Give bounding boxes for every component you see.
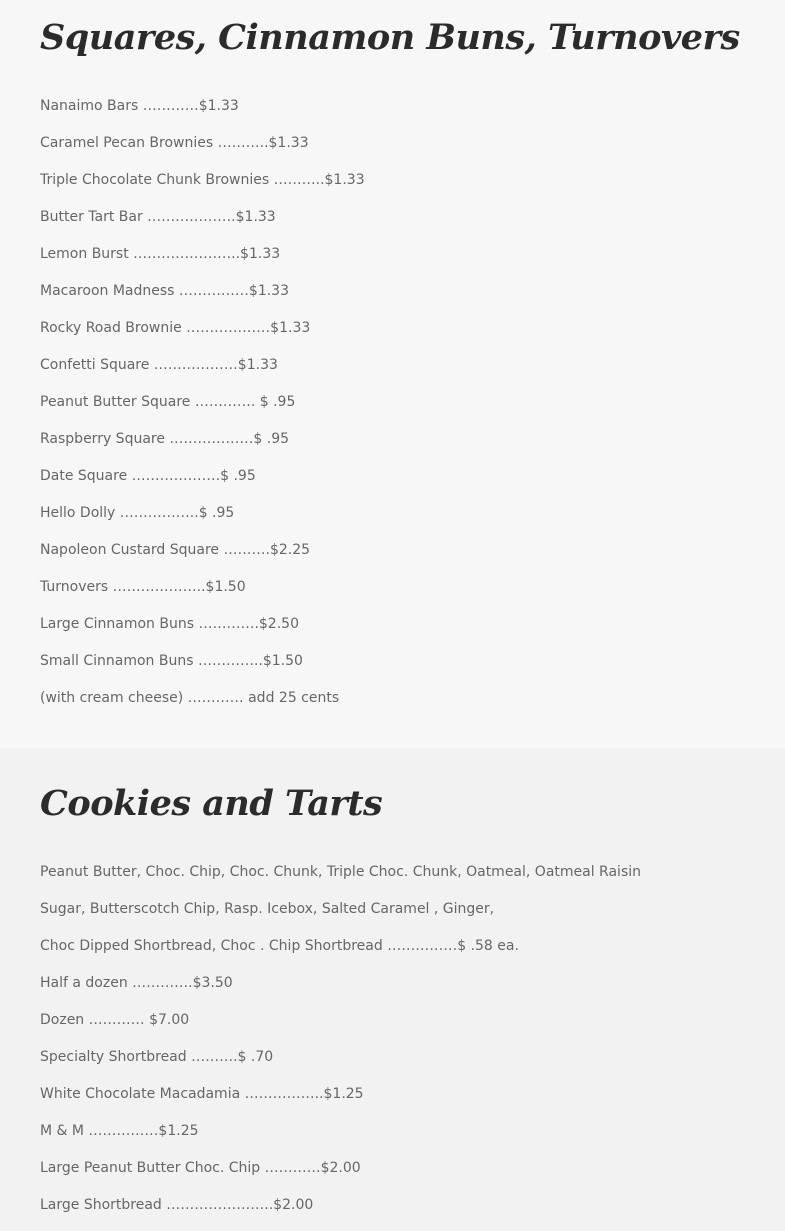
menu-item: M & M ……………$1.25	[40, 1123, 199, 1139]
menu-item: Small Cinnamon Buns …………..$1.50	[40, 653, 303, 669]
cookies-section	[0, 748, 785, 1222]
menu-item: Half a dozen ………….$3.50	[40, 975, 233, 991]
menu-item: Hello Dolly ……………..$ .95	[40, 505, 235, 521]
menu-item: Rocky Road Brownie ………………$1.33	[40, 320, 311, 336]
menu-item: Peanut Butter, Choc. Chip, Choc. Chunk, Triple Choc. Chunk, Oatmeal, Oatmeal Raisin	[40, 864, 642, 880]
menu-item: Large Cinnamon Buns ………….$2.50	[40, 616, 299, 632]
menu-item: Macaroon Madness ……………$1.33	[40, 283, 289, 299]
menu-item: Caramel Pecan Brownies ………..$1.33	[40, 135, 309, 151]
menu-item: Choc Dipped Shortbread, Choc . Chip Shortbread ……………$ .58 ea.	[40, 938, 519, 954]
menu-item: Butter Tart Bar ……………….$1.33	[40, 209, 276, 225]
menu-item: Date Square ……………….$ .95	[40, 468, 256, 484]
menu-item: Specialty Shortbread ……….$ .70	[40, 1049, 274, 1065]
menu-item: Dozen ………… $7.00	[40, 1012, 190, 1028]
section-heading: Cookies and Tarts	[40, 783, 383, 824]
menu-item: Confetti Square ………………$1.33	[40, 357, 278, 373]
menu-item: Raspberry Square ………………$ .95	[40, 431, 290, 447]
menu-item: Large Peanut Butter Choc. Chip …………$2.00	[40, 1160, 361, 1176]
menu-list	[40, 95, 365, 724]
menu-item: Turnovers ………………..$1.50	[40, 579, 246, 595]
section-heading: Squares, Cinnamon Buns, Turnovers	[40, 17, 740, 58]
menu-item: Peanut Butter Square …………. $ .95	[40, 394, 296, 410]
menu-item: Sugar, Butterscotch Chip, Rasp. Icebox, Salted Caramel , Ginger,	[40, 901, 495, 917]
menu-item: Large Shortbread …………………..$2.00	[40, 1197, 314, 1213]
menu-item: Napoleon Custard Square ……….$2.25	[40, 542, 311, 558]
menu-item: Triple Chocolate Chunk Brownies ………..$1.33	[40, 172, 365, 188]
menu-item: (with cream cheese) ………… add 25 cents	[40, 690, 340, 706]
menu-item: White Chocolate Macadamia ……………..$1.25	[40, 1086, 364, 1102]
menu-item: Lemon Burst …………………..$1.33	[40, 246, 281, 262]
menu-item: Nanaimo Bars …………$1.33	[40, 98, 239, 114]
menu-list	[40, 861, 641, 1231]
